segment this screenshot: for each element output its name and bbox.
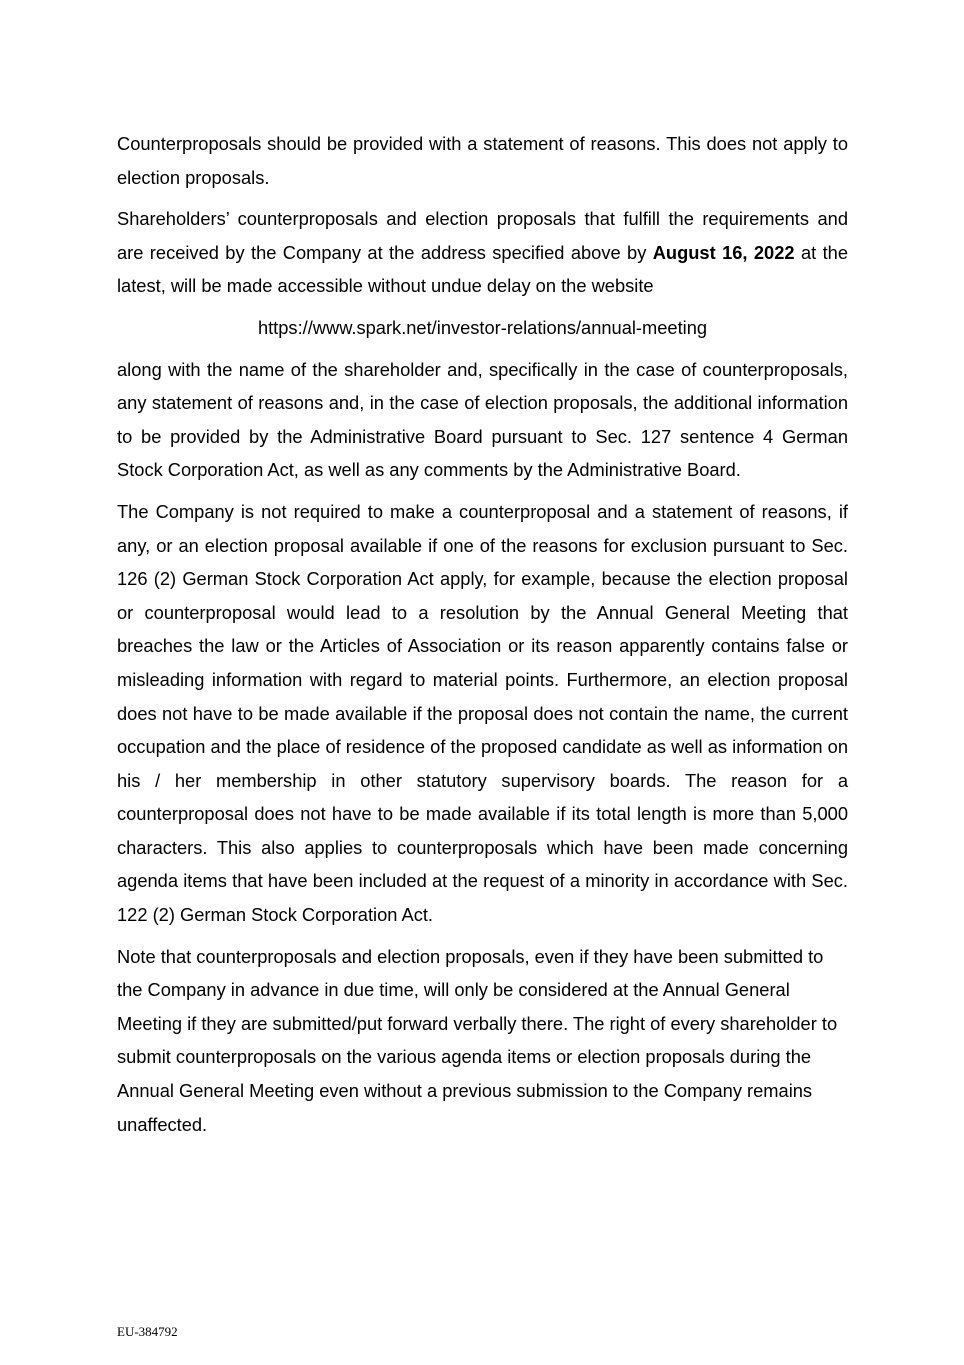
paragraph-reasons-statement: Counterproposals should be provided with a statement of reasons. This does not apply to election proposals. [117, 133, 848, 188]
document-id: EU-384792 [117, 1324, 178, 1339]
deadline-date: August 16, 2022 [652, 241, 795, 263]
paragraph-verbal-submission: Note that counterproposals and election proposals, even if they have been submitted to the Company in advance in due time, will only be considered at the Annual General Meeting if they are submitted/put forward verbally there. The right of every shareholder to submit counterproposals on the various agenda items or election proposals during the Annual General Meeting even without a previous submission to the Company remains unaffected. [117, 945, 838, 1135]
website-url: https://www.spark.net/investor-relations/annual-meeting [257, 316, 708, 338]
paragraph-exclusion-reasons: The Company is not required to make a counterproposal and a statement of reasons, if any, or an election proposal available if one of the reasons for exclusion pursuant to Sec. 126 (2) German Stock Corporation Act apply, for example, because the election proposal or counterproposal would lead to a resolution by the Annual General Meeting that breaches the law or the Articles of Association or its reason apparently contains false or misleading information with regard to material points. Furthermore, an election proposal does not have to be made available if the proposal does not contain the name, the current occupation and the place of residence of the proposed candidate as well as information on his / her membership in other statutory supervisory boards. The reason for a counterproposal does not have to be made available if its total length is more than 5,000 characters. This also applies to counterproposals which have been made concerning agenda items that have been included at the request of a minority in accordance with Sec. 122 (2) German Stock Corporation Act. [117, 500, 848, 926]
paragraph-deadline [117, 202, 848, 303]
document-body [117, 127, 848, 1149]
paragraph-deadline-text-start: Shareholders’ counterproposals and election proposals that fulfill the requirements and are received by the Company at the address specified above by [117, 208, 848, 263]
paragraph-publication-details: along with the name of the shareholder and, specifically in the case of counterproposals, any statement of reasons and, in the case of election proposals, the additional information to be provided by the Administrative Board pursuant to Sec. 127 sentence 4 German Stock Corporation Act, as well as any comments by the Administrative Board. [117, 358, 848, 481]
paragraph-deadline-text-end: at the latest, will be made accessible without undue delay on the website [117, 241, 848, 297]
